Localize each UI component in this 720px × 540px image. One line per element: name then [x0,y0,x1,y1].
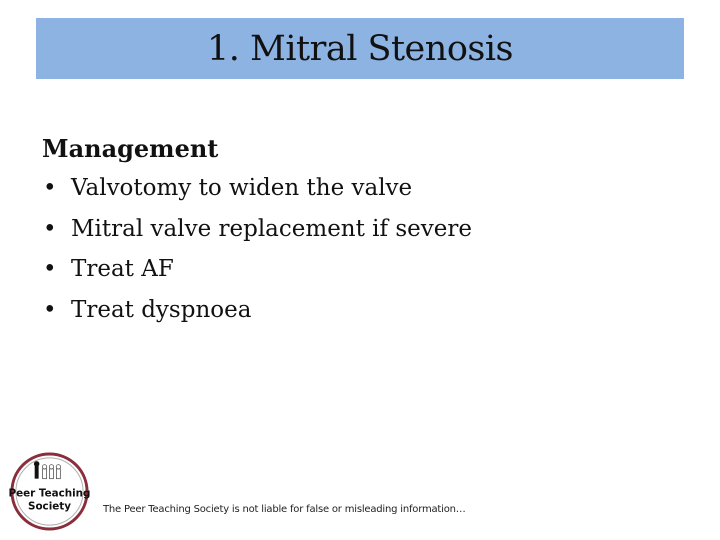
logo-line-1: Peer Teaching [9,487,90,500]
slide-title: 1. Mitral Stenosis [206,28,514,69]
bullet-marker: • [43,175,57,201]
list-item [42,209,682,250]
list-item [42,168,682,209]
list-item-text: Mitral valve replacement if severe [71,215,472,242]
list-item-text: Valvotomy to widen the valve [71,175,413,201]
logo-line-2: Society [27,500,72,513]
peer-teaching-society-logo [9,451,90,532]
slide-content [42,130,682,330]
list-item [42,290,682,331]
section-heading: Management [42,134,219,163]
bullet-list [42,168,682,330]
title-bar [36,18,684,79]
list-item-text: Treat AF [71,256,174,282]
bullet-marker: • [43,296,57,323]
footer-disclaimer: The Peer Teaching Society is not liable for false or misleading information… [103,504,466,515]
list-item-text: Treat dyspnoea [71,296,252,323]
list-item [42,249,682,290]
bullet-marker: • [43,215,57,242]
bullet-marker: • [43,256,57,282]
